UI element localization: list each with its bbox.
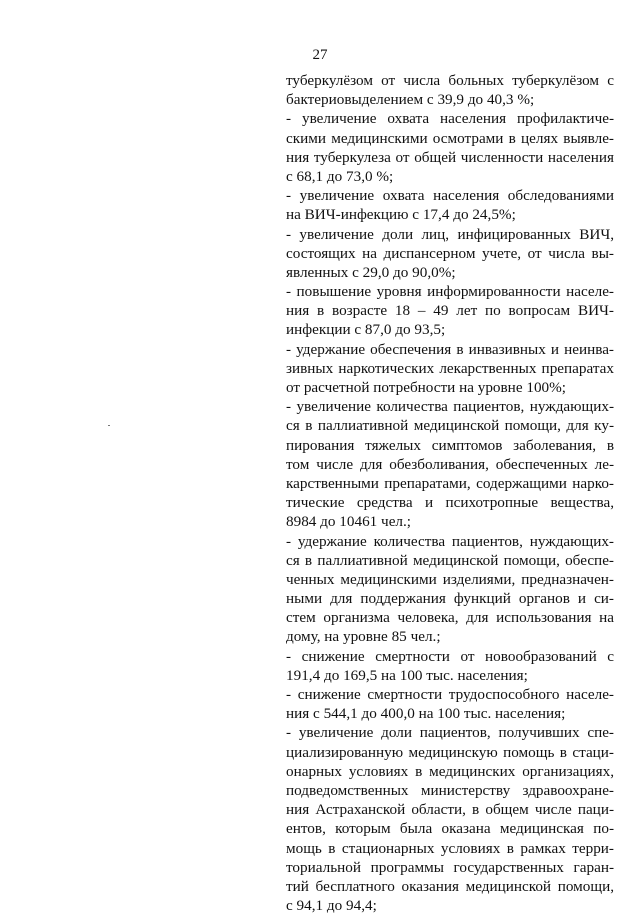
text-line: - повышение уровня информированности населе- [286,283,614,301]
text-line: - снижение смертности трудоспособного населе- [286,686,614,703]
text-line: ния в возрасте 18 – 49 лет по вопросам ВИЧ- [286,302,614,320]
text-column [286,71,614,915]
text-line: бактериовыделением с 39,9 до 40,3 %; [286,91,535,109]
text-line: от расчетной потребности на уровне 100%; [286,379,567,396]
paragraph [286,685,614,723]
text-line: стем организма человека, для использования на [286,609,614,627]
paragraph [286,282,614,340]
text-line: ния туберкулеза от общей численности населения [286,148,614,166]
paragraph [286,723,614,915]
page-number: 27 [312,47,328,63]
text-line: ториальной программы государственных гаран- [286,858,614,876]
text-line: состоящих на диспансерном учете, от числа вы- [286,244,614,262]
text-line: циализированную медицинскую помощь в стаци- [286,743,614,761]
text-line: на ВИЧ-инфекцию с 17,4 до 24,5%; [286,206,516,224]
text-line: подведомственных министерству здравоохране- [286,781,614,799]
text-line: ными для поддержания функций органов и си- [286,590,614,608]
text-line: том числе для обезболивания, обеспеченных ле- [286,455,614,473]
paragraph [286,340,614,398]
text-line: - удержание количества пациентов, нуждающих- [286,532,614,550]
text-line: - увеличение охвата населения обследованиями [286,187,614,205]
text-line: инфекции с 87,0 до 93,5; [286,321,446,339]
text-line: ния Астраханской области, в общем числе паци- [286,801,614,819]
text-line: явленных с 29,0 до 90,0%; [286,263,456,281]
text-line: - увеличение доли пациентов, получивших спе- [286,724,614,742]
text-line: ченных медицинскими изделиями, предназначен- [286,570,614,588]
scan-speck [108,425,110,426]
text-line: тические средства и психотропные вещества, [286,494,614,512]
text-line: с 94,1 до 94,4; [286,897,377,915]
paragraph [286,397,614,531]
text-line: скими медицинскими осмотрами в целях выявле- [286,129,614,147]
text-line: 191,4 до 169,5 на 100 тыс. населения; [286,666,528,684]
text-line: тий бесплатного оказания медицинской помощи, [286,877,614,895]
text-line: - снижение смертности от новообразований с [286,647,614,665]
text-line: онарных условиях в медицинских организациях, [286,762,614,780]
text-line: ся в паллиативной медицинской помощи, обеспе- [286,551,614,569]
paragraph [286,186,614,224]
text-line: - увеличение количества пациентов, нуждающих- [286,398,614,416]
text-line: дому, на уровне 85 чел.; [286,628,441,646]
text-line: 8984 до 10461 чел.; [286,513,412,531]
text-line: пирования тяжелых симптомов заболевания, в [286,436,614,454]
paragraph [286,647,614,685]
text-line: - удержание обеспечения в инвазивных и неинва- [286,340,614,358]
text-line: мощь в стационарных условиях в рамках терри- [286,839,614,857]
text-line: с 68,1 до 73,0 %; [286,167,394,185]
paragraph [286,532,614,647]
text-line: карственными препаратами, содержащими нарко- [286,474,614,492]
text-line: зивных наркотических лекарственных препаратах [286,359,614,377]
text-line: ния с 544,1 до 400,0 на 100 тыс. населения; [286,705,566,723]
paragraph [286,109,614,186]
text-line: ентов, которым была оказана медицинская по- [286,820,614,838]
paragraph [286,225,614,283]
text-line: - увеличение доли лиц, инфицированных ВИЧ, [286,225,614,243]
text-line: туберкулёзом от числа больных туберкулёзом с [286,72,614,89]
text-line: ся в паллиативной медицинской помощи, для ку- [286,417,614,435]
text-line: - увеличение охвата населения профилактиче- [286,110,614,128]
paragraph [286,71,614,109]
